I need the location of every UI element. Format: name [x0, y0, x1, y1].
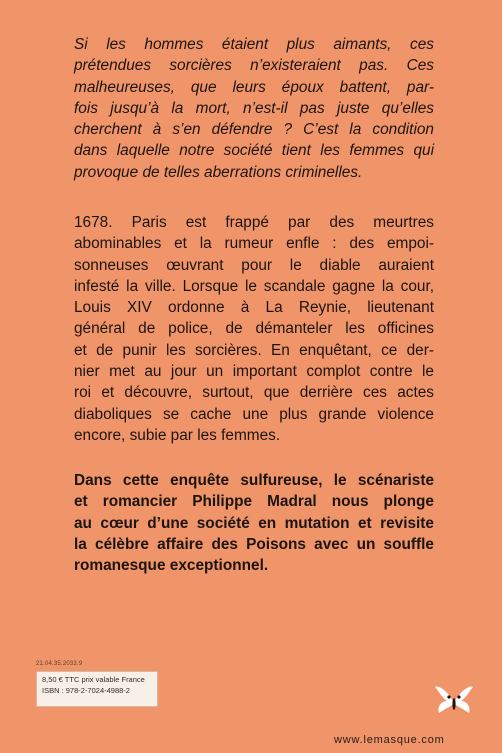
blurb-line: encore, subie par les femmes.	[74, 426, 281, 444]
blurb-line: roi et découvre, surtout, que derrière ces actes	[74, 384, 434, 402]
price-label: 8,50 € TTC prix valable France	[42, 675, 145, 684]
product-code: 21.04.35.2033.9	[36, 661, 83, 667]
blurb-line: provoque de telles aberrations criminelles.	[74, 163, 363, 181]
blurb-line: la célèbre affaire des Poisons avec un souffle	[74, 535, 434, 553]
blurb-line: abominables et la rumeur enfle : des empoi-	[74, 235, 434, 253]
blurb-line: Dans cette enquête sulfureuse, le scénariste	[74, 472, 434, 489]
blurb-line: cherchent à s’en défendre ? C’est la condition	[74, 121, 434, 139]
blurb-line: nier met au jour un important complot contre le	[74, 363, 434, 381]
blurb-line: et romancier Philippe Madral nous plonge	[74, 493, 434, 511]
blurb-line: général de police, de démanteler les officines	[74, 320, 434, 338]
blurb-line: Si les hommes étaient plus aimants, ces	[74, 36, 434, 53]
blurb-line: malheureuses, que leurs époux battent, par-	[74, 78, 434, 96]
isbn-label: ISBN : 978-2-7024-4988-2	[42, 685, 130, 695]
publisher-website: www.lemasque.com	[334, 734, 445, 746]
blurb-line: romanesque exceptionnel.	[74, 557, 269, 575]
blurb-line: infesté la ville. Lorsque le scandale gagne la cour,	[74, 277, 434, 295]
blurb-line: dans laquelle notre société tient les femmes qui	[74, 142, 434, 160]
blurb-line: et de punir les sorcières. En enquêtant, ce der-	[74, 341, 434, 359]
blurb-summary-paragraph	[74, 212, 434, 446]
blurb-line: sonneuses œuvrant pour le diable auraient	[74, 256, 434, 274]
blurb-line: fois jusqu’à la mort, n’est-il pas juste qu’elles	[74, 99, 434, 117]
blurb-line: 1678. Paris est frappé par des meurtres	[74, 214, 434, 231]
blurb-line: Louis XIV ordonne à La Reynie, lieutenant	[74, 299, 434, 317]
blurb-line: prétendues sorcières n’existeraient pas. Ces	[74, 57, 434, 75]
blurb-pitch-paragraph	[74, 470, 434, 576]
blurb-line: diaboliques se cache une plus grande violence	[74, 405, 434, 423]
price-isbn-box	[36, 671, 158, 707]
blurb-quote-paragraph	[74, 34, 434, 183]
masque-moth-logo-icon	[433, 683, 475, 719]
blurb-line: au cœur d’une société en mutation et revisite	[74, 514, 434, 532]
